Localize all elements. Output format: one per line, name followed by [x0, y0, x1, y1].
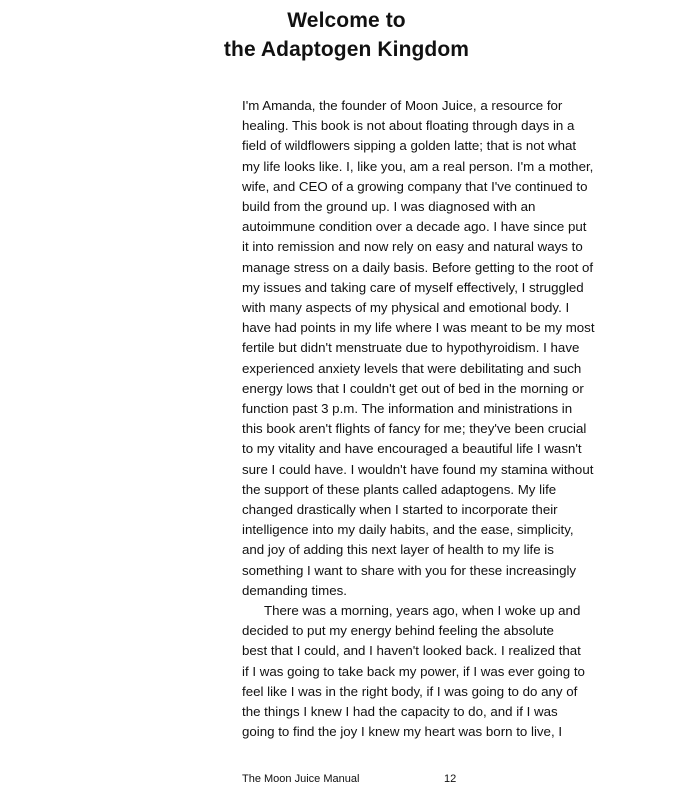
text-line: energy lows that I couldn't get out of bed in the morning or [242, 380, 584, 396]
text-line: fertile but didn't menstruate due to hypothyroidism. I have [242, 340, 580, 356]
text-line: going to find the joy I knew my heart was born to live, I [242, 724, 563, 740]
page-title-line-1: Welcome to [287, 9, 406, 32]
text-line: to my vitality and have encouraged a beautiful life I wasn't [242, 441, 582, 457]
text-line: There was a morning, years ago, when I woke up and [264, 603, 581, 619]
text-line: intelligence into my daily habits, and the ease, simplicity, [242, 522, 574, 538]
text-line: it into remission and now rely on easy and natural ways to [242, 239, 583, 255]
text-line: experienced anxiety levels that were debilitating and such [242, 360, 582, 376]
text-line: build from the ground up. I was diagnosed with an [242, 199, 536, 215]
paragraph-2 [242, 601, 634, 742]
paragraph-1 [242, 96, 634, 601]
text-line: my life looks like. I, like you, am a real person. I'm a mother, [242, 158, 594, 174]
text-line: sure I could have. I wouldn't have found my stamina without [242, 461, 594, 477]
text-line: my issues and taking care of myself effectively, I struggled [242, 279, 584, 295]
text-line: and joy of adding this next layer of health to my life is [242, 542, 554, 558]
text-line: wife, and CEO of a growing company that I've continued to [242, 178, 588, 194]
text-line: this book aren't flights of fancy for me; they've been crucial [242, 421, 587, 437]
text-line: decided to put my energy behind feeling the absolute [242, 623, 554, 639]
page-number: 12 [444, 773, 457, 785]
text-line: best that I could, and I haven't looked back. I realized that [242, 643, 581, 659]
body-text [242, 96, 634, 743]
page-title [0, 6, 693, 64]
text-line: field of wildflowers sipping a golden latte; that is not what [242, 138, 577, 154]
text-line: with many aspects of my physical and emotional body. I [242, 300, 570, 316]
text-line: I'm Amanda, the founder of Moon Juice, a resource for [242, 98, 563, 113]
text-line: if I was going to take back my power, if I was ever going to [242, 663, 585, 679]
text-line: have had points in my life where I was meant to be my most [242, 320, 595, 336]
text-line: feel like I was in the right body, if I was going to do any of [242, 683, 578, 699]
text-line: demanding times. [242, 582, 347, 598]
text-line: the things I knew I had the capacity to do, and if I was [242, 704, 558, 720]
running-footer-title: The Moon Juice Manual [242, 773, 360, 785]
page-title-line-2: the Adaptogen Kingdom [223, 38, 470, 61]
text-line: something I want to share with you for these increasingly [242, 562, 577, 578]
text-line: autoimmune condition over a decade ago. I have since put [242, 219, 587, 235]
text-line: manage stress on a daily basis. Before getting to the root of [242, 259, 594, 275]
text-line: the support of these plants called adaptogens. My life [242, 481, 557, 497]
text-line: healing. This book is not about floating through days in a [242, 118, 575, 134]
text-line: function past 3 p.m. The information and ministrations in [242, 401, 573, 417]
text-line: changed drastically when I started to incorporate their [242, 502, 558, 518]
